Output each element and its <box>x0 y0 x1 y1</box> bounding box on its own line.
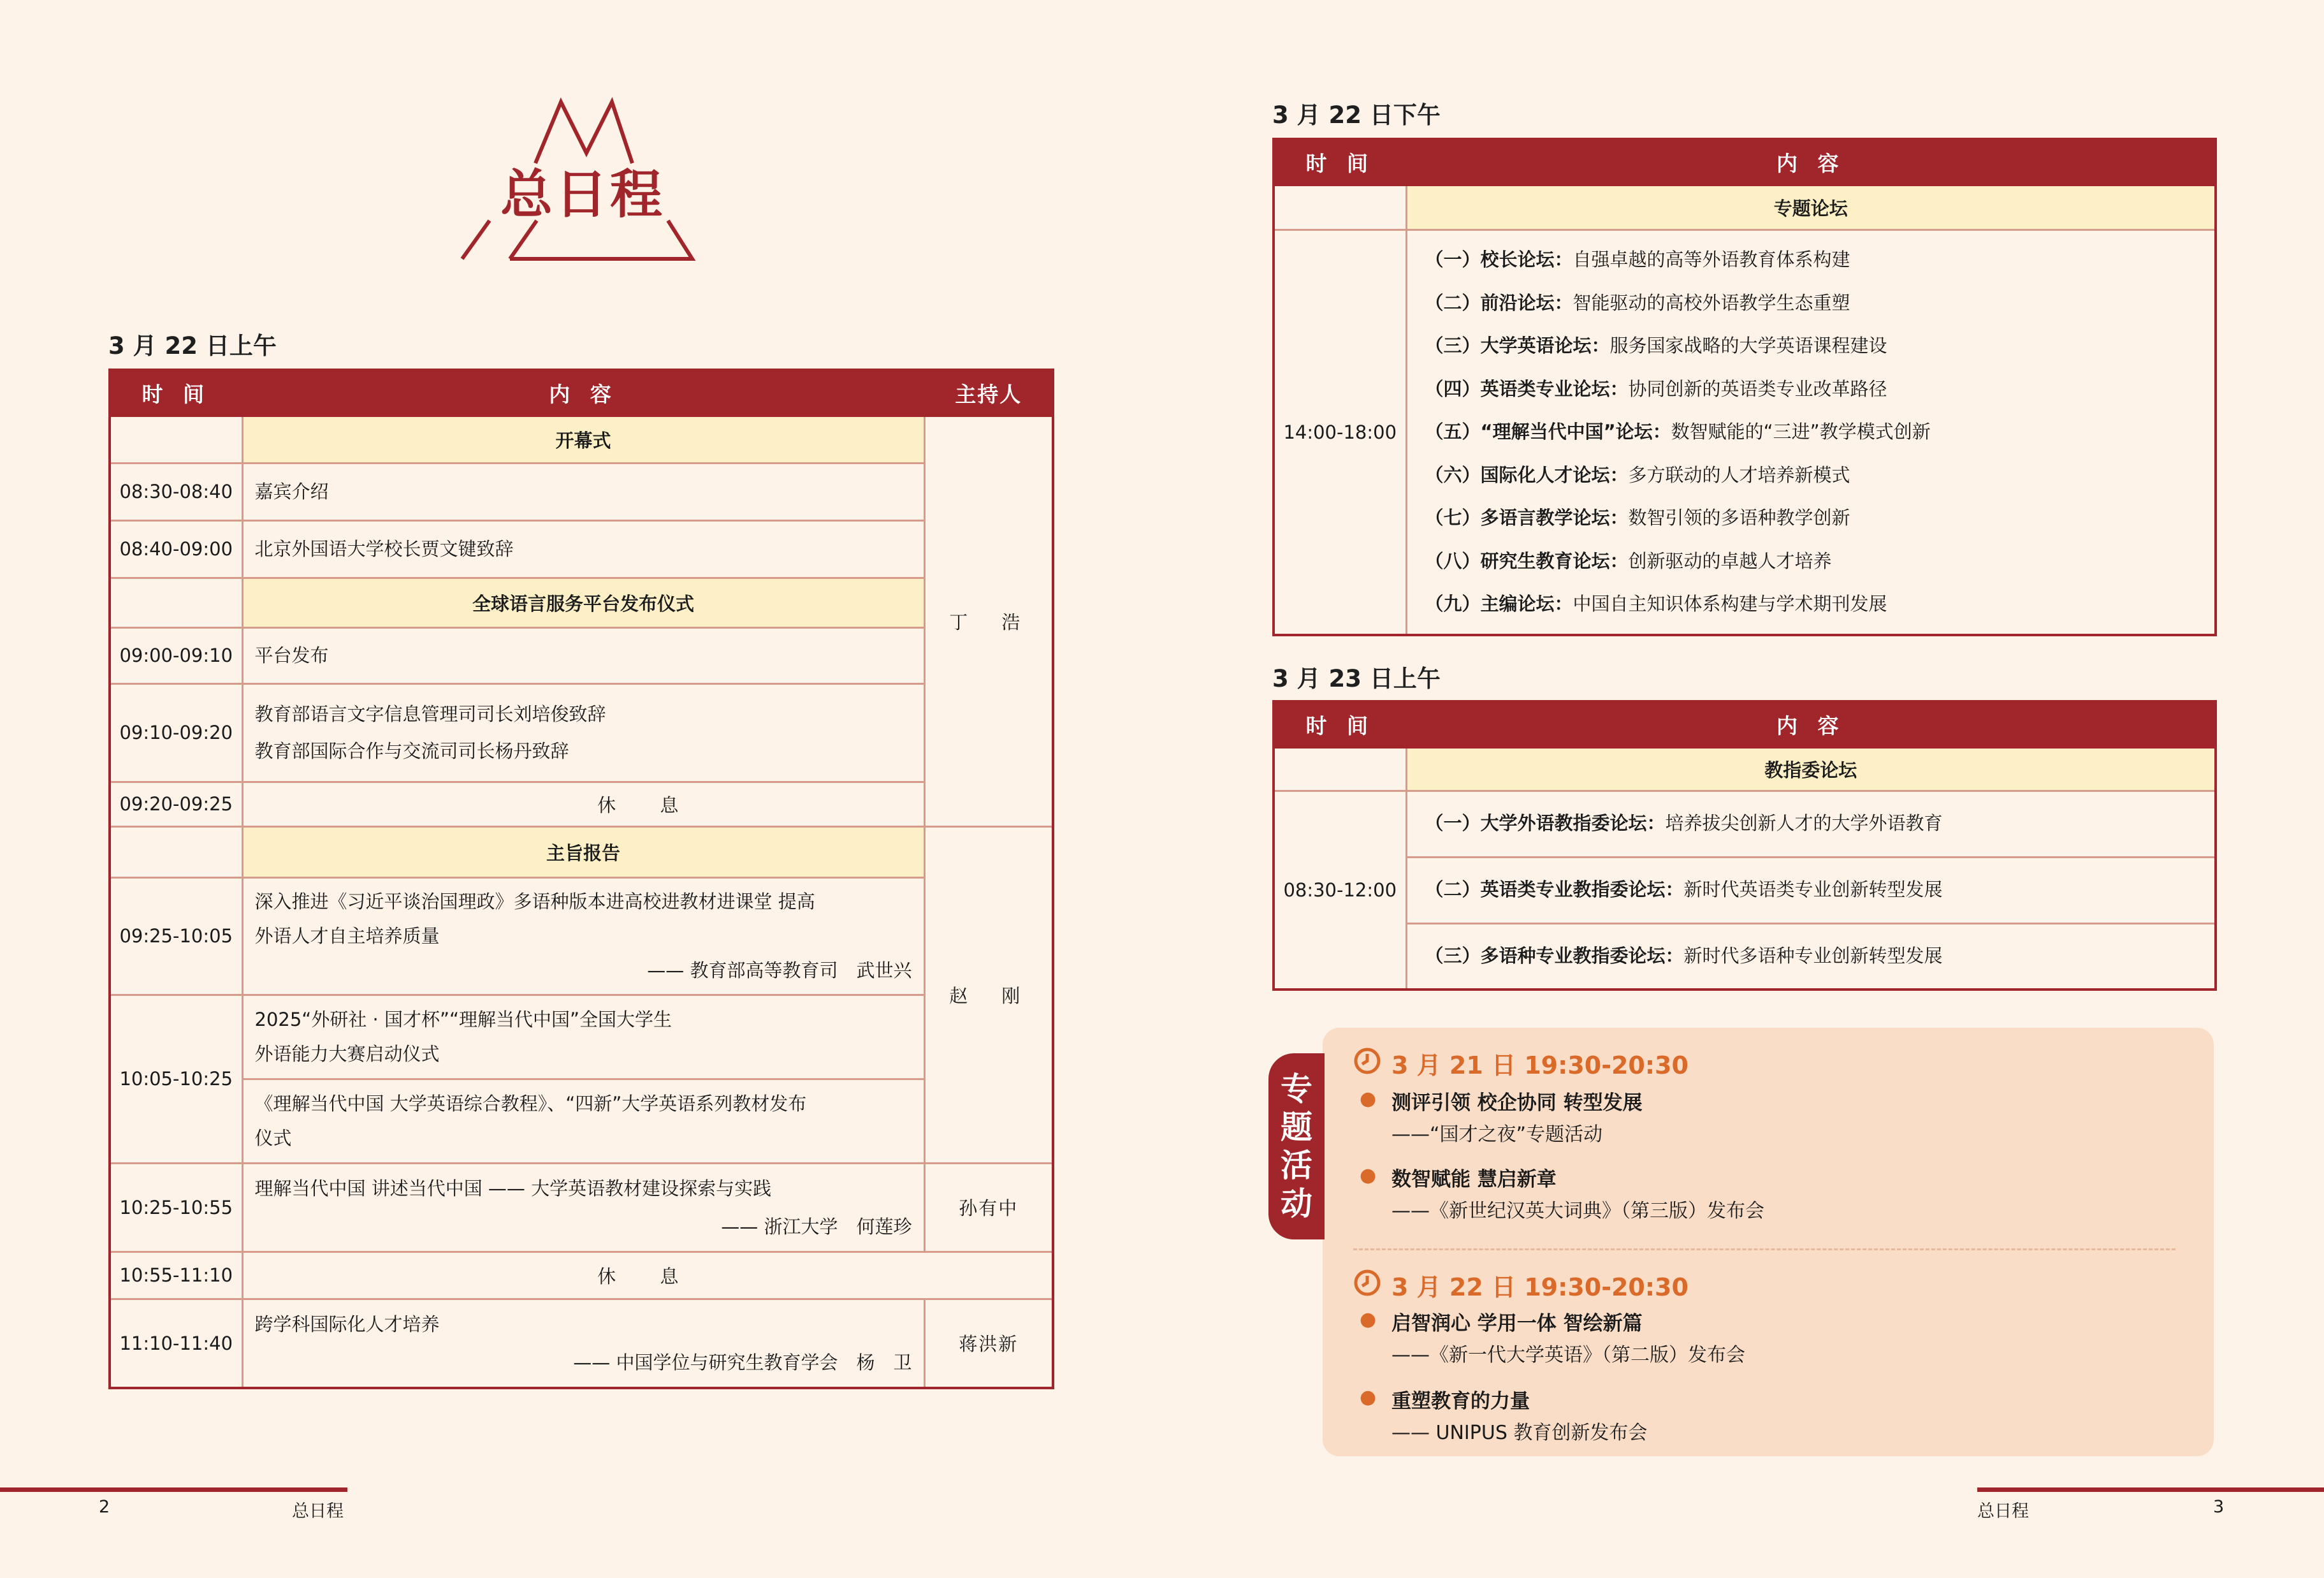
sub-header-keynote: 主旨报告 <box>242 826 924 877</box>
event-title: 测评引领 校企协同 转型发展 <box>1391 1092 1643 1114</box>
page-number-left: 2 <box>99 1497 110 1517</box>
forum-item: （三）多语种专业教指委论坛：新时代多语种专业创新转型发展 <box>1406 923 2216 990</box>
content-line: 教育部国际合作与交流司司长杨丹致辞 <box>254 740 569 762</box>
time-cell: 14:00-18:00 <box>1274 230 1406 635</box>
time-cell-empty <box>110 416 242 463</box>
bullet-icon: ● <box>1360 1308 1377 1331</box>
time-cell-empty <box>1274 185 1406 230</box>
clock-icon <box>1353 1269 1381 1297</box>
content-line: 仪式 <box>254 1127 292 1149</box>
event-title: 重塑教育的力量 <box>1391 1390 1530 1413</box>
content-line: 2025“外研社 · 国才杯”“理解当代中国”全国大学生 <box>254 1009 672 1030</box>
header-time: 时 间 <box>1274 701 1406 747</box>
time-cell: 08:40-09:00 <box>110 520 242 578</box>
time-cell: 09:00-09:10 <box>110 627 242 683</box>
content-line: 外语人才自主培养质量 <box>254 925 440 947</box>
header-time: 时 间 <box>110 370 242 416</box>
host-cell: 赵 刚 <box>924 826 1053 1163</box>
time-cell: 10:55-11:10 <box>110 1252 242 1299</box>
sub-header-forums: 专题论坛 <box>1406 185 2216 230</box>
host-cell: 丁 浩 <box>924 416 1053 826</box>
forum-item: （六）国际化人才论坛：多方联动的人才培养新模式 <box>1425 464 1850 486</box>
divider <box>1353 1248 2175 1250</box>
sub-header-platform: 全球语言服务平台发布仪式 <box>242 578 924 627</box>
time-cell: 09:10-09:20 <box>110 683 242 782</box>
content-line: 跨学科国际化人才培养 <box>254 1313 440 1335</box>
host-cell: 蒋洪新 <box>924 1299 1053 1388</box>
footer-title-left: 总日程 <box>292 1501 344 1521</box>
time-cell: 10:05-10:25 <box>110 995 242 1163</box>
time-cell: 10:25-10:55 <box>110 1163 242 1252</box>
time-cell: 08:30-08:40 <box>110 463 242 520</box>
morning-schedule-table <box>108 369 1054 1389</box>
speaker-attribution: —— 教育部高等教育司 武世兴 <box>647 960 912 981</box>
content-cell <box>242 683 924 782</box>
break-cell: 休 息 <box>242 782 1053 826</box>
event-subtitle: ——“国才之夜”专题活动 <box>1391 1123 1603 1146</box>
host-cell: 孙有中 <box>924 1163 1053 1252</box>
event-subtitle: ——《新一代大学英语》（第二版）发布会 <box>1391 1344 1745 1366</box>
header-content: 内 容 <box>1406 139 2216 185</box>
forum-item: （二）英语类专业教指委论坛：新时代英语类专业创新转型发展 <box>1406 857 2216 923</box>
time-cell: 09:20-09:25 <box>110 782 242 826</box>
content-line: 《理解当代中国 大学英语综合教程》、“四新”大学英语系列教材发布 <box>254 1093 807 1114</box>
event-date: 3 月 21 日 19:30-20:30 <box>1391 1051 1689 1079</box>
content-cell: 北京外国语大学校长贾文键致辞 <box>242 520 924 578</box>
content-line: 理解当代中国 讲述当代中国 —— 大学英语教材建设探索与实践 <box>254 1177 772 1199</box>
afternoon-schedule-table <box>1272 138 2217 636</box>
header-content: 内 容 <box>1406 701 2216 747</box>
event-date: 3 月 22 日 19:30-20:30 <box>1391 1273 1689 1301</box>
footer-rule-left <box>0 1487 347 1492</box>
left-section-date: 3 月 22 日上午 <box>108 332 277 360</box>
forum-item: （五）“理解当代中国”论坛：数智赋能的“三进”教学模式创新 <box>1425 421 1931 442</box>
forum-item: （一）大学外语教指委论坛：培养拔尖创新人才的大学外语教育 <box>1406 791 2216 857</box>
march23-section-date: 3 月 23 日上午 <box>1272 665 1441 692</box>
content-cell <box>242 1299 924 1388</box>
content-line: 外语能力大赛启动仪式 <box>254 1043 440 1065</box>
speaker-attribution: —— 中国学位与研究生教育学会 杨 卫 <box>573 1351 912 1373</box>
event-subtitle: —— UNIPUS 教育创新发布会 <box>1391 1422 1648 1444</box>
content-cell <box>242 1163 924 1252</box>
bullet-icon: ● <box>1360 1164 1377 1187</box>
forum-item: （二）前沿论坛：智能驱动的高校外语教学生态重塑 <box>1425 291 1850 314</box>
sub-header-opening: 开幕式 <box>242 416 924 463</box>
content-cell <box>242 995 924 1079</box>
forum-item: （八）研究生教育论坛：创新驱动的卓越人才培养 <box>1425 550 1832 572</box>
event-subtitle: ——《新世纪汉英大词典》（第三版）发布会 <box>1391 1200 1764 1222</box>
clock-icon <box>1353 1047 1381 1075</box>
forum-item: （九）主编论坛：中国自主知识体系构建与学术期刊发展 <box>1425 593 1887 615</box>
bullet-icon: ● <box>1360 1088 1377 1110</box>
bullet-icon: ● <box>1360 1386 1377 1408</box>
footer-title-right: 总日程 <box>1977 1501 2029 1521</box>
forum-item: （四）英语类专业论坛：协同创新的英语类专业改革路径 <box>1425 377 1887 400</box>
header-content: 内 容 <box>242 370 924 416</box>
content-line: 教育部语言文字信息管理司司长刘培俊致辞 <box>254 703 606 725</box>
time-cell-empty <box>110 578 242 627</box>
header-host: 主持人 <box>924 370 1053 416</box>
content-cell: 嘉宾介绍 <box>242 463 924 520</box>
time-cell: 09:25-10:05 <box>110 877 242 995</box>
content-line: 深入推进《习近平谈治国理政》多语种版本进高校进教材进课堂 提高 <box>254 891 815 912</box>
forum-item: （三）大学英语论坛：服务国家战略的大学英语课程建设 <box>1425 335 1887 356</box>
march23-schedule-table <box>1272 700 2217 991</box>
forum-item: （一）校长论坛：自强卓越的高等外语教育体系构建 <box>1425 249 1850 270</box>
forum-list <box>1406 230 2216 635</box>
time-cell: 11:10-11:40 <box>110 1299 242 1388</box>
header-time: 时 间 <box>1274 139 1406 185</box>
event-title: 启智润心 学用一体 智绘新篇 <box>1391 1312 1643 1335</box>
special-events-panel <box>1323 1028 2214 1456</box>
content-cell <box>242 877 924 995</box>
special-events-tag: 专 题 活 动 <box>1268 1053 1325 1239</box>
content-cell: 平台发布 <box>242 627 924 683</box>
afternoon-section-date: 3 月 22 日下午 <box>1272 101 1441 129</box>
page-title: 总日程 <box>500 164 665 225</box>
page-number-right: 3 <box>2213 1497 2225 1517</box>
time-cell: 08:30-12:00 <box>1274 791 1406 990</box>
forum-item: （七）多语言教学论坛：数智引领的多语种教学创新 <box>1425 507 1850 529</box>
speaker-attribution: —— 浙江大学 何莲珍 <box>721 1215 912 1238</box>
time-cell-empty <box>110 826 242 877</box>
content-cell <box>242 1079 924 1163</box>
footer-rule-right <box>1977 1487 2324 1492</box>
sub-header-committee: 教指委论坛 <box>1406 747 2216 791</box>
break-cell: 休 息 <box>242 1252 1053 1299</box>
event-title: 数智赋能 慧启新章 <box>1391 1168 1557 1191</box>
time-cell-empty <box>1274 747 1406 791</box>
